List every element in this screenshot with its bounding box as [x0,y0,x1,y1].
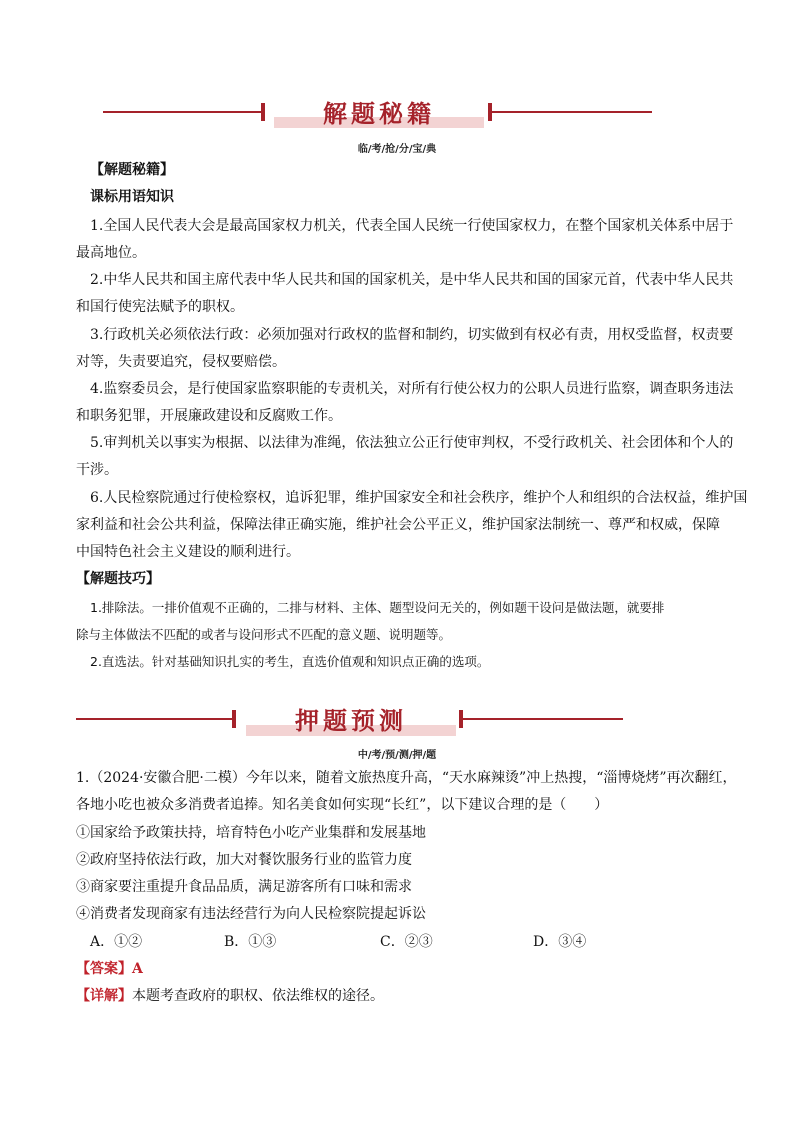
knowledge-line: 1.全国人民代表大会是最高国家权力机关，代表全国人民统一行使国家权力，在整个国家机关体系中居于 [90,218,734,234]
section-subtitle: 临/考/抢/分/宝/典 [357,144,437,155]
tip-line: 1.排除法。一排价值观不正确的，二排与材料、主体、题型设问无关的，例如题干设问是做法题，就要排 [90,600,665,615]
section-banner-2 [0,698,794,738]
secrets-heading: 【解题秘籍】 [90,162,174,178]
statement-item: ③商家要注重提升食品品质，满足游客所有口味和需求 [76,879,412,895]
section-subtitle: 中/考/预/测/押/题 [357,750,437,761]
knowledge-line: 家利益和社会公共利益，保障法律正确实施，维护社会公平正义，维护国家法制统一、尊严和权威，保障 [76,517,720,533]
banner-left-cap [261,103,265,121]
knowledge-line: 和国行使宪法赋予的职权。 [76,299,244,315]
tip-line: 除与主体做法不匹配的或者与设问形式不匹配的意义题、说明题等。 [76,627,452,642]
option-b: B．①③ [224,934,277,950]
knowledge-line: 3.行政机关必须依法行政：必须加强对行政权的监督和制约，切实做到有权必有责，用权受监督，权责要 [90,327,734,343]
option-d: D．③④ [533,934,587,950]
statement-item: ②政府坚持依法行政，加大对餐饮服务行业的监管力度 [76,852,412,868]
knowledge-line: 6.人民检察院通过行使检察权，追诉犯罪，维护国家安全和社会秩序，维护个人和组织的合法权益，维护国 [90,490,748,506]
section-banner-1 [0,92,794,132]
question-line: 各地小吃也被众多消费者追捧。知名美食如何实现“长红”，以下建议合理的是（ ） [76,797,609,813]
knowledge-line: 和职务犯罪，开展廉政建设和反腐败工作。 [76,408,342,424]
statement-item: ①国家给予政策扶持，培育特色小吃产业集群和发展基地 [76,825,426,841]
knowledge-line: 2.中华人民共和国主席代表中华人民共和国的国家机关，是中华人民共和国的国家元首，代表中华人民共 [90,272,734,288]
section-title: 解题秘籍 [323,100,435,128]
question-line: 1.（2024·安徽合肥·二模）今年以来，随着文旅热度升高，“天水麻辣烫”冲上热搜，“淄博烧烤”再次翻红， [76,770,737,786]
knowledge-line: 干涉。 [76,462,118,478]
knowledge-line: 最高地位。 [76,245,146,261]
section-title: 押题预测 [295,707,407,735]
knowledge-line: 中国特色社会主义建设的顺利进行。 [76,544,300,560]
tip-line: 2.直选法。针对基础知识扎实的考生，直选价值观和知识点正确的选项。 [90,654,490,669]
banner-left-line [103,111,261,113]
banner-left-line [76,718,232,720]
answer-label: 【答案】 [76,961,132,977]
statement-item: ④消费者发现商家有违法经营行为向人民检察院提起诉讼 [76,906,426,922]
banner-left-cap [232,710,236,728]
detail-label: 【详解】 [76,988,132,1004]
answer-line [76,956,143,983]
detail-line [76,983,384,1010]
knowledge-subheading: 课标用语知识 [90,189,174,205]
option-c: C．②③ [380,934,433,950]
knowledge-line: 4.监察委员会，是行使国家监察职能的专责机关，对所有行使公权力的公职人员进行监察，调查职务违法 [90,381,734,397]
option-a: A．①② [90,934,143,950]
banner-right-line [492,111,652,113]
detail-text: 本题考查政府的职权、依法维权的途径。 [132,988,384,1004]
banner-right-line [463,718,623,720]
knowledge-line: 5.审判机关以事实为根据、以法律为准绳，依法独立公正行使审判权，不受行政机关、社会团体和个人的 [90,435,734,451]
tips-heading: 【解题技巧】 [76,571,160,587]
knowledge-line: 对等，失责要追究，侵权要赔偿。 [76,354,286,370]
answer-options [90,929,750,956]
answer-value: A [132,961,143,977]
